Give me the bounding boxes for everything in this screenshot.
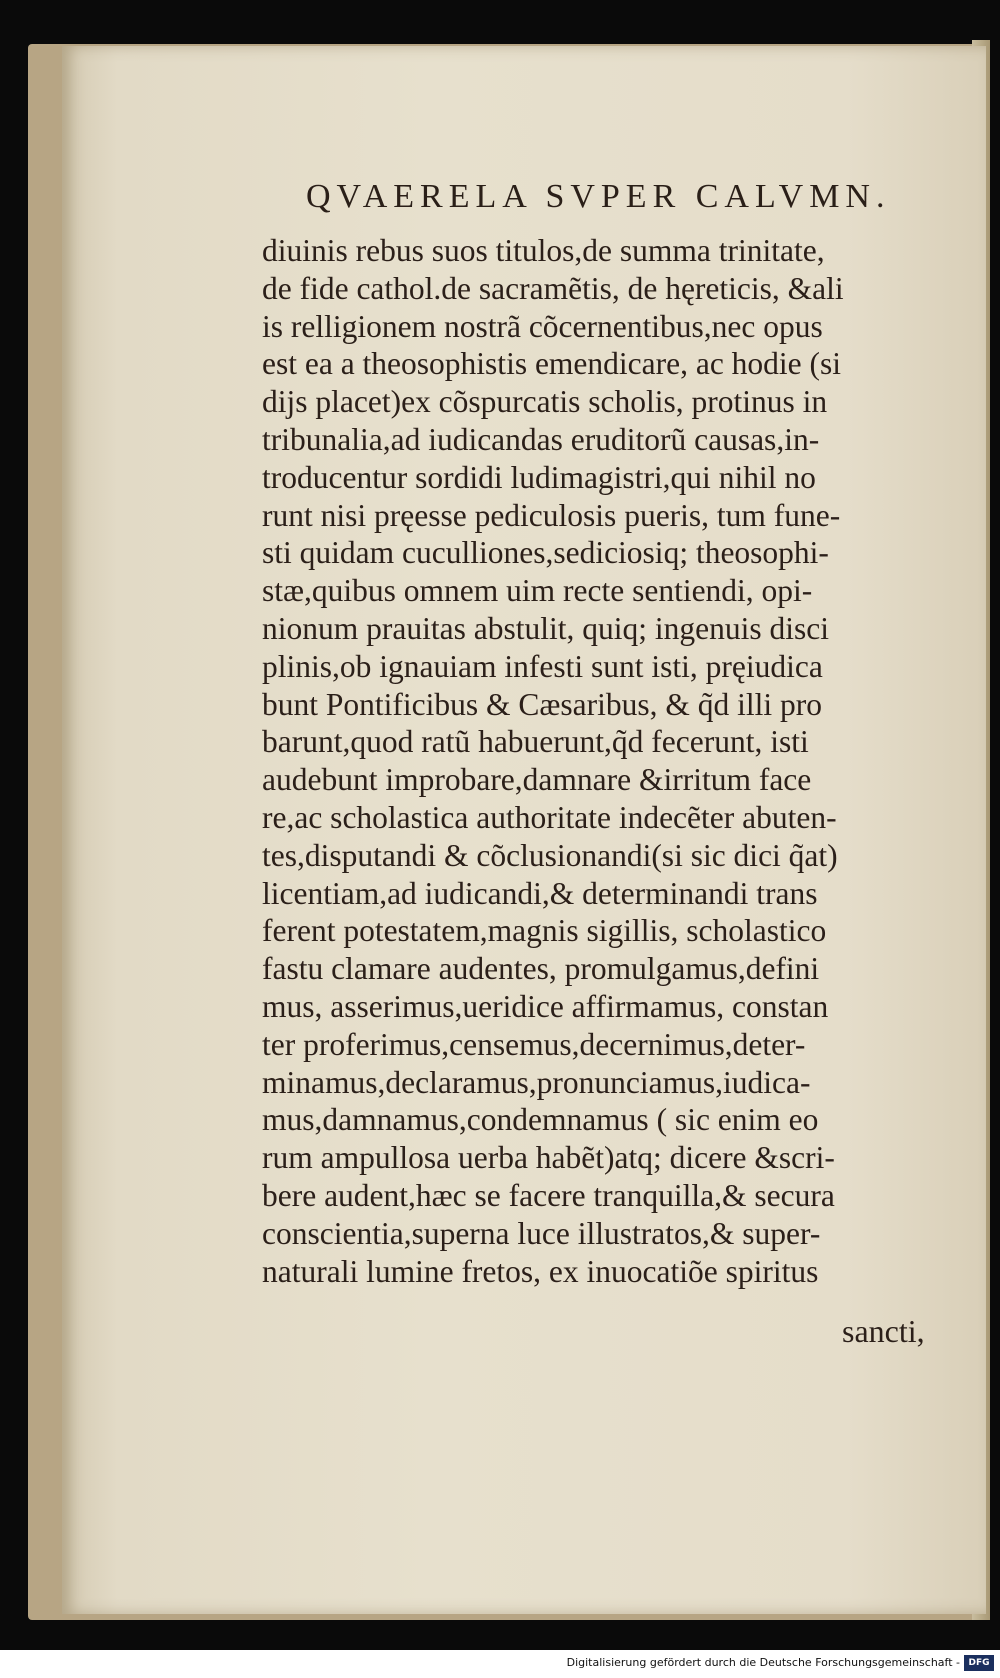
catchword: sancti, — [842, 1313, 925, 1349]
text-line: fastu clamare audentes, promulgamus,defini — [262, 951, 820, 987]
text-line: runt nisi pręesse pediculosis pueris, tum fune- — [262, 497, 841, 533]
body-text — [262, 232, 962, 1290]
text-line: de fide cathol.de sacramẽtis, de hęreticis, &ali — [262, 270, 844, 306]
text-line: mus, asserimus,ueridice affirmamus, constan — [262, 988, 829, 1024]
text-line: plinis,ob ignauiam infesti sunt isti, pręiudica — [262, 648, 823, 684]
text-line: est ea a theosophistis emendicare, ac hodie (si — [262, 346, 842, 382]
text-line: mus,damnamus,condemnamus ( sic enim eo — [262, 1102, 819, 1138]
text-line: minamus,declaramus,pronunciamus,iudica- — [262, 1064, 811, 1100]
text-line: ter proferimus,censemus,decernimus,deter- — [262, 1026, 806, 1062]
text-line: audebunt improbare,damnare &irritum face — [262, 762, 812, 798]
text-line: tribunalia,ad iudicandas eruditorũ causas,in- — [262, 421, 820, 457]
text-line: naturali lumine fretos, ex inuocatiõe spiritus — [262, 1253, 819, 1289]
text-line: re,ac scholastica authoritate indecẽter abuten- — [262, 799, 837, 835]
text-line: bunt Pontificibus & Cæsaribus, & q̃d illi pro — [262, 686, 823, 722]
text-line: barunt,quod ratũ habuerunt,q̃d fecerunt, isti — [262, 724, 809, 760]
footer-bar — [0, 1650, 1000, 1678]
text-line: nionum prauitas abstulit, quiq; ingenuis disci — [262, 610, 829, 646]
text-line: dijs placet)ex cõspurcatis scholis, protinus in — [262, 384, 828, 420]
text-line: is relligionem nostrã cõcernentibus,nec opus — [262, 308, 823, 344]
text-line: rum ampullosa uerba habẽt)atq; dicere &scri- — [262, 1140, 835, 1176]
text-line: tes,disputandi & cõclusionandi(si sic dici q̃at) — [262, 837, 838, 873]
text-line: conscientia,superna luce illustratos,& super- — [262, 1215, 821, 1251]
text-line: stæ,quibus omnem uim recte sentiendi, opi- — [262, 573, 813, 609]
text-line: diuinis rebus suos titulos,de summa trinitate, — [262, 233, 825, 268]
funding-credit: Digitalisierung gefördert durch die Deutsche Forschungsgemeinschaft - — [566, 1656, 960, 1669]
text-line: bere audent,hæc se facere tranquilla,& secura — [262, 1177, 835, 1213]
text-line: troducentur sordidi ludimagistri,qui nihil no — [262, 459, 816, 495]
running-header: QVAERELA SVPER CALVMN. — [306, 178, 891, 215]
dfg-logo-icon: DFG — [964, 1655, 994, 1671]
text-line: ferent potestatem,magnis sigillis, scholastico — [262, 913, 827, 949]
text-line: licentiam,ad iudicandi,& determinandi trans — [262, 875, 818, 911]
text-line: sti quidam cuculliones,sediciosiq; theosophi- — [262, 535, 829, 571]
